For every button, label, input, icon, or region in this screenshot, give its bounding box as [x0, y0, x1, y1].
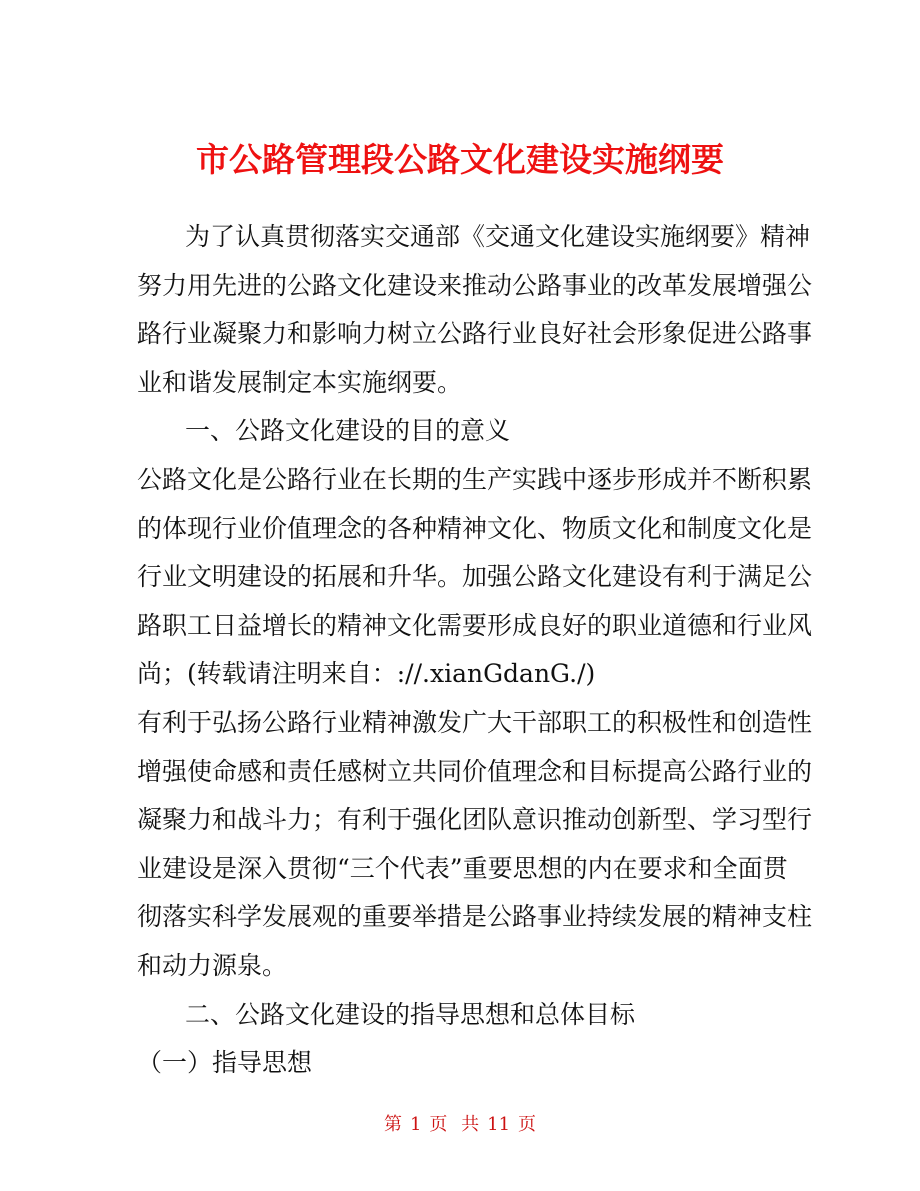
section-heading: 一、公路文化建设的目的意义 — [185, 416, 511, 446]
current-page-number: 1 — [409, 1114, 422, 1135]
section-heading: 二、公路文化建设的指导思想和总体目标 — [185, 999, 636, 1029]
paragraph-line: 努力用先进的公路文化建设来推动公路事业的改革发展增强公 — [137, 270, 813, 300]
paragraph-line: 业建设是深入贯彻“三个代表”重要思想的内在要求和全面贯 — [137, 853, 788, 883]
paragraph-line: 为了认真贯彻落实交通部《交通文化建设实施纲要》精神 — [185, 222, 811, 251]
paragraph-line: 行业文明建设的拓展和升华。加强公路文化建设有利于满足公 — [137, 562, 813, 592]
total-pages-number: 11 — [487, 1114, 511, 1135]
paragraph-line: 凝聚力和战斗力；有利于强化团队意识推动创新型、学习型行 — [137, 805, 813, 835]
paragraph-line: 有利于弘扬公路行业精神激发广大干部职工的积极性和创造性 — [137, 707, 813, 737]
page-footer — [0, 1112, 920, 1138]
paragraph-line: 路行业凝聚力和影响力树立公路行业良好社会形象促进公路事 — [137, 319, 813, 349]
paragraph-line: 业和谐发展制定本实施纲要。 — [137, 367, 463, 397]
paragraph-line: 尚；(转载请注明来自：://.xianGdanG./) — [137, 659, 596, 689]
page-label-prefix: 第 — [383, 1114, 402, 1135]
paragraph-line: 的体现行业价值理念的各种精神文化、物质文化和制度文化是 — [137, 513, 813, 543]
paragraph-line: 增强使命感和责任感树立共同价值理念和目标提高公路行业的 — [137, 756, 813, 786]
page-label-mid: 页 共 — [429, 1114, 480, 1135]
paragraph-line: 路职工日益增长的精神文化需要形成良好的职业道德和行业风 — [137, 610, 813, 640]
subsection-heading: （一）指导思想 — [137, 1048, 313, 1078]
paragraph-line: 公路文化是公路行业在长期的生产实践中逐步形成并不断积累 — [137, 464, 813, 494]
paragraph-line: 彻落实科学发展观的重要举措是公路事业持续发展的精神支柱 — [137, 902, 813, 932]
document-body — [137, 213, 813, 1088]
paragraph-line: 和动力源泉。 — [137, 950, 288, 980]
document-title: 市公路管理段公路文化建设实施纲要 — [196, 140, 724, 180]
page-label-suffix: 页 — [518, 1114, 537, 1135]
